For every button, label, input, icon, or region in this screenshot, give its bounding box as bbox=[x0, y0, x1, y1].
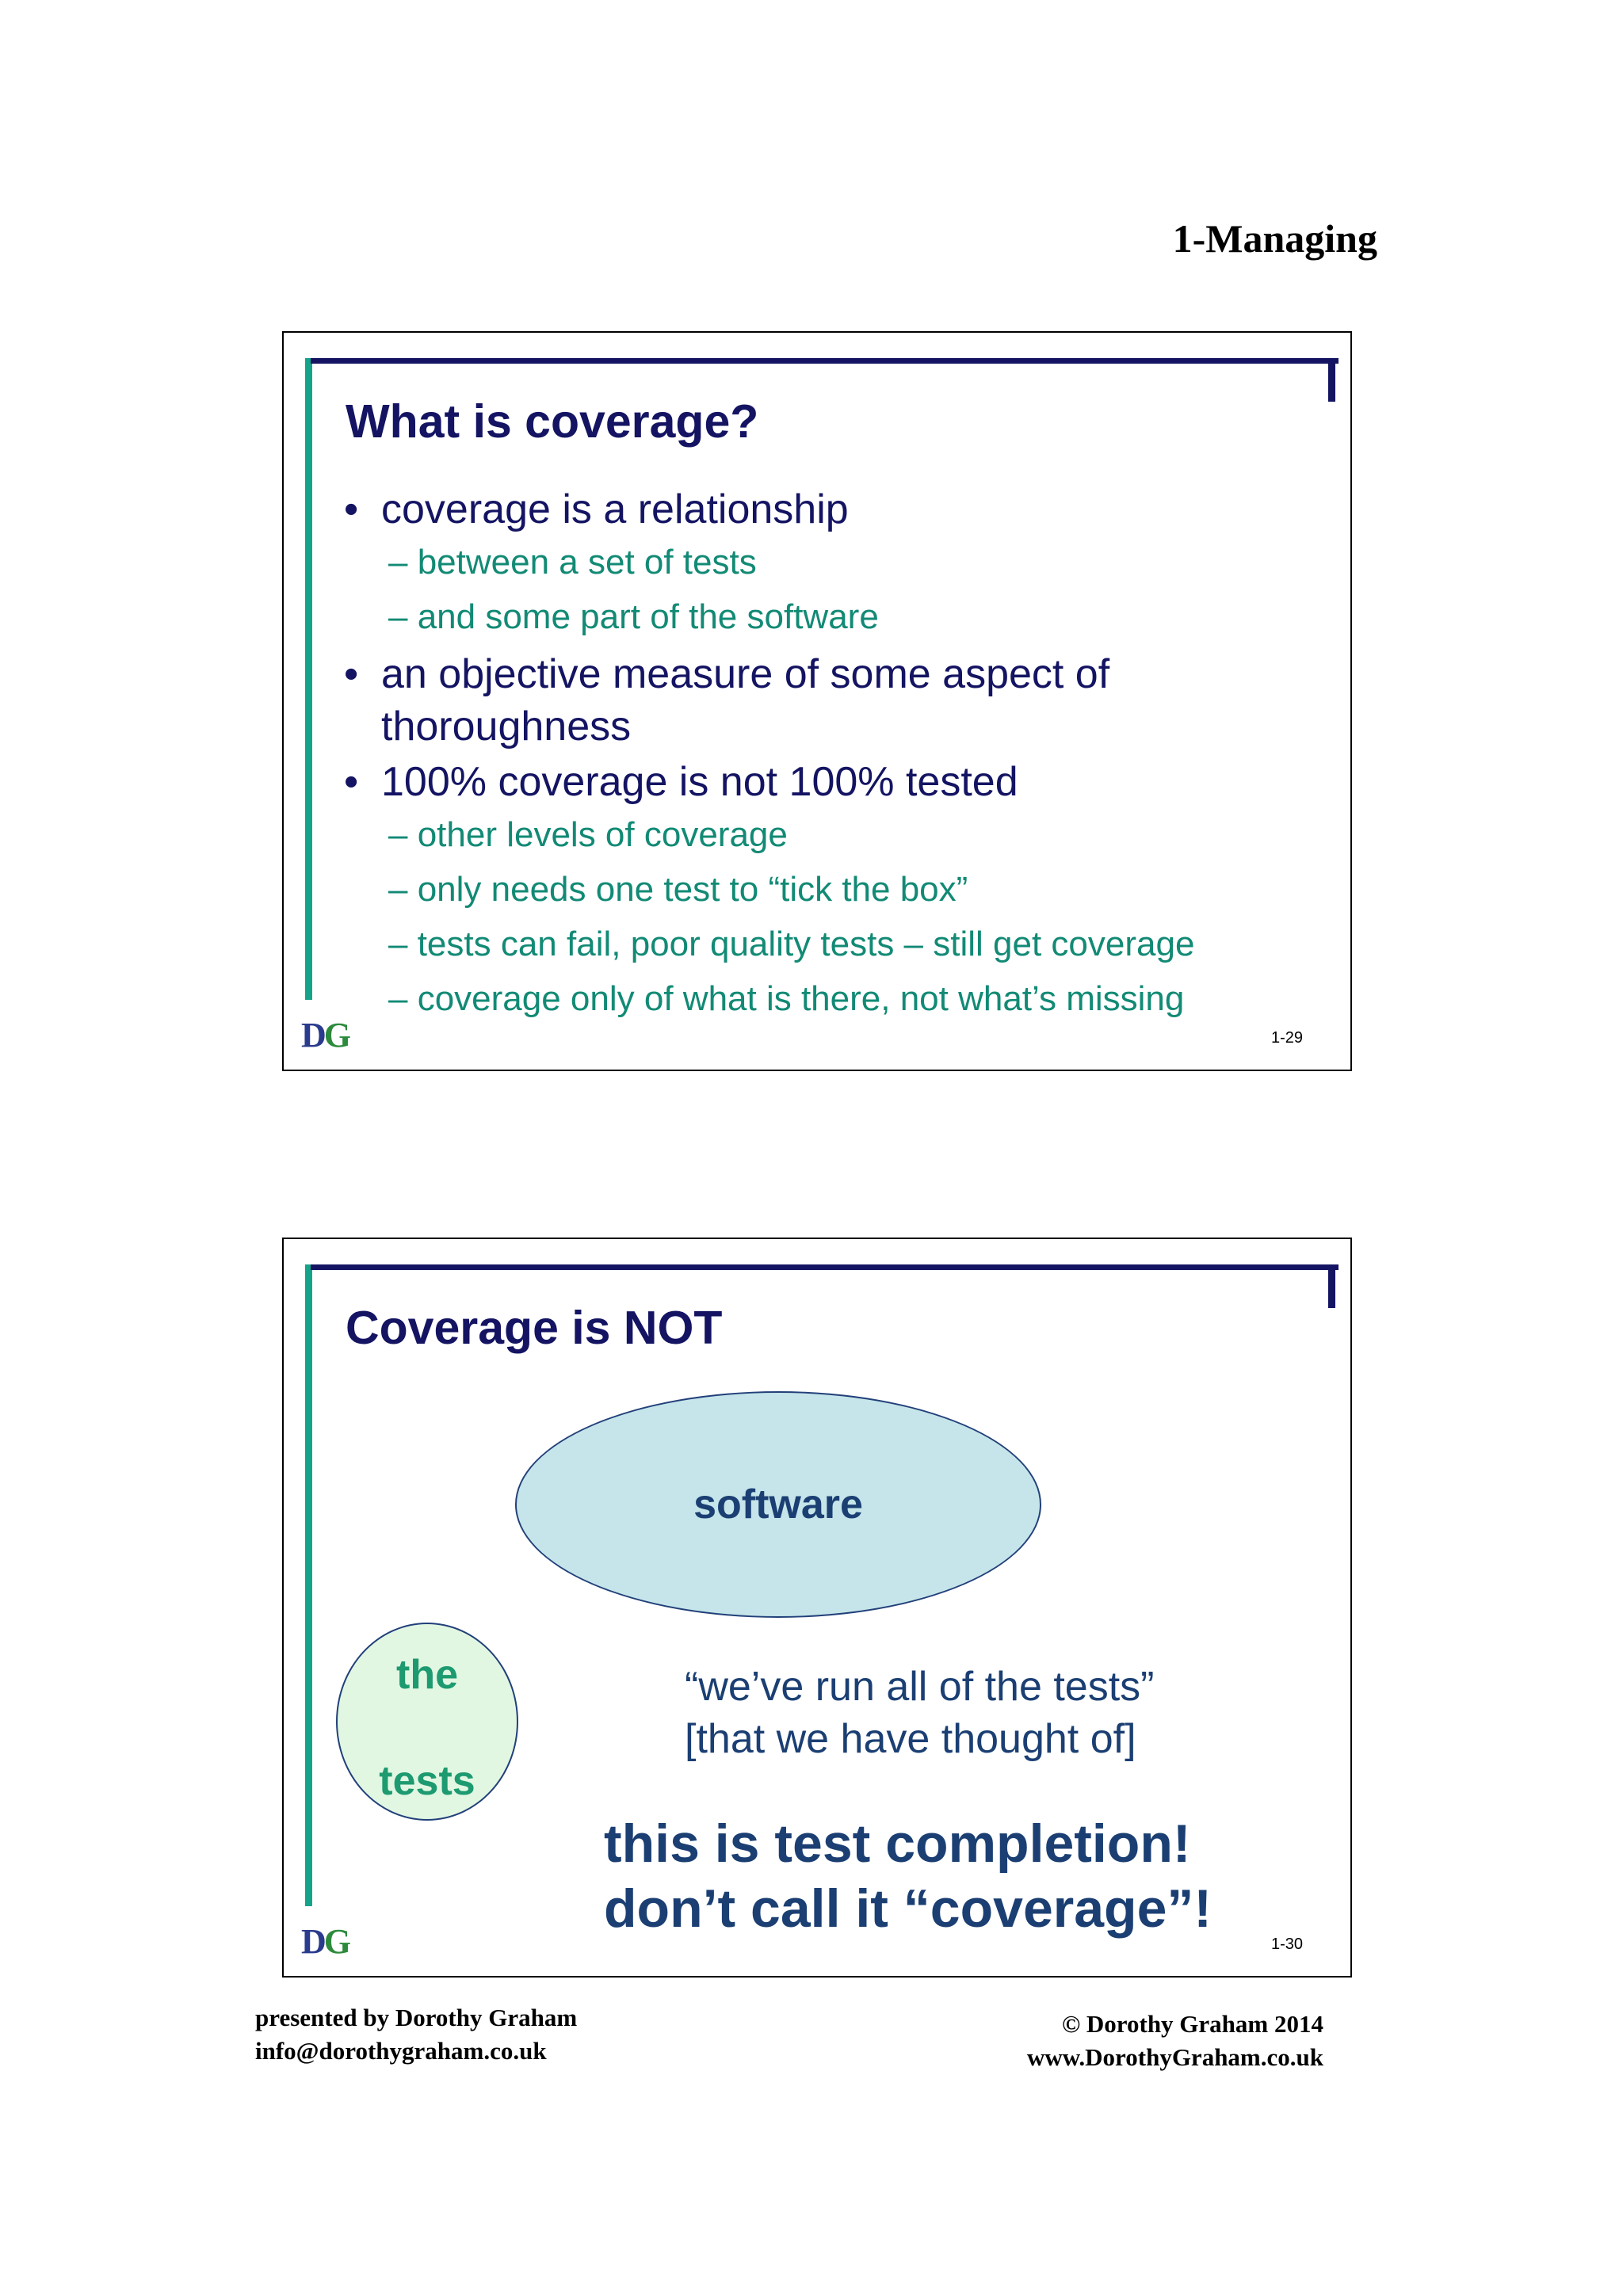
bullet-item bbox=[344, 648, 1174, 753]
sub-bullet-item: – and some part of the software bbox=[388, 597, 879, 636]
slide-top-rule bbox=[311, 1264, 1338, 1270]
dg-logo: DG bbox=[301, 1016, 349, 1055]
tests-label-line2: tests bbox=[379, 1758, 475, 1804]
software-label: software bbox=[693, 1482, 863, 1527]
quote-text: “we’ve run all of the tests” [that we have thought of] bbox=[685, 1664, 1155, 1762]
presenter-name: presented by Dorothy Graham bbox=[255, 2004, 578, 2031]
bullet-icon: • bbox=[344, 486, 359, 532]
chapter-heading: 1-Managing bbox=[1172, 216, 1377, 261]
slide-top-rule bbox=[311, 358, 1338, 364]
slide-title: What is coverage? bbox=[346, 395, 759, 448]
emphasis-text: this is test completion! don’t call it “coverage”! bbox=[604, 1814, 1212, 1939]
website-text: www.DorothyGraham.co.uk bbox=[1026, 2043, 1323, 2071]
bullet-text: an objective measure of some aspect of thoroughness bbox=[381, 651, 1110, 749]
bullet-list bbox=[344, 483, 1194, 1030]
slide-what-is-coverage bbox=[282, 331, 1352, 1071]
sub-bullet-item: – only needs one test to “tick the box” bbox=[388, 870, 968, 909]
copyright-text: © Dorothy Graham 2014 bbox=[1062, 2010, 1323, 2038]
tests-ellipse bbox=[336, 1623, 518, 1821]
slide-title: Coverage is NOT bbox=[346, 1302, 723, 1354]
bullet-item bbox=[344, 756, 1194, 808]
software-ellipse bbox=[515, 1391, 1041, 1618]
slide-corner-tick bbox=[1328, 358, 1335, 402]
footer-copyright bbox=[1027, 2008, 1323, 2074]
slide-number: 1-30 bbox=[1270, 1936, 1303, 1953]
presenter-email: info@dorothygraham.co.uk bbox=[255, 2037, 547, 2065]
sub-bullet-item: – coverage only of what is there, not what’s missing bbox=[388, 979, 1185, 1018]
dg-logo: DG bbox=[301, 1922, 349, 1961]
bullet-text: coverage is a relationship bbox=[381, 486, 849, 532]
bullet-text: 100% coverage is not 100% tested bbox=[381, 759, 1018, 805]
slide-number: 1-29 bbox=[1270, 1029, 1303, 1047]
sub-bullet-item: – between a set of tests bbox=[388, 543, 757, 582]
slide-accent-bar bbox=[305, 1264, 312, 1906]
tests-label-line1: the bbox=[396, 1652, 458, 1698]
bullet-icon: • bbox=[344, 651, 359, 697]
bullet-icon: • bbox=[344, 759, 359, 805]
slide-corner-tick bbox=[1328, 1264, 1335, 1308]
sub-bullet-item: – other levels of coverage bbox=[388, 815, 788, 854]
sub-bullet-item: – tests can fail, poor quality tests – still get coverage bbox=[388, 925, 1195, 963]
slide-coverage-is-not bbox=[282, 1238, 1352, 1978]
slide-accent-bar bbox=[305, 358, 312, 1000]
bullet-item bbox=[344, 483, 1194, 536]
footer-presenter bbox=[255, 2001, 577, 2068]
